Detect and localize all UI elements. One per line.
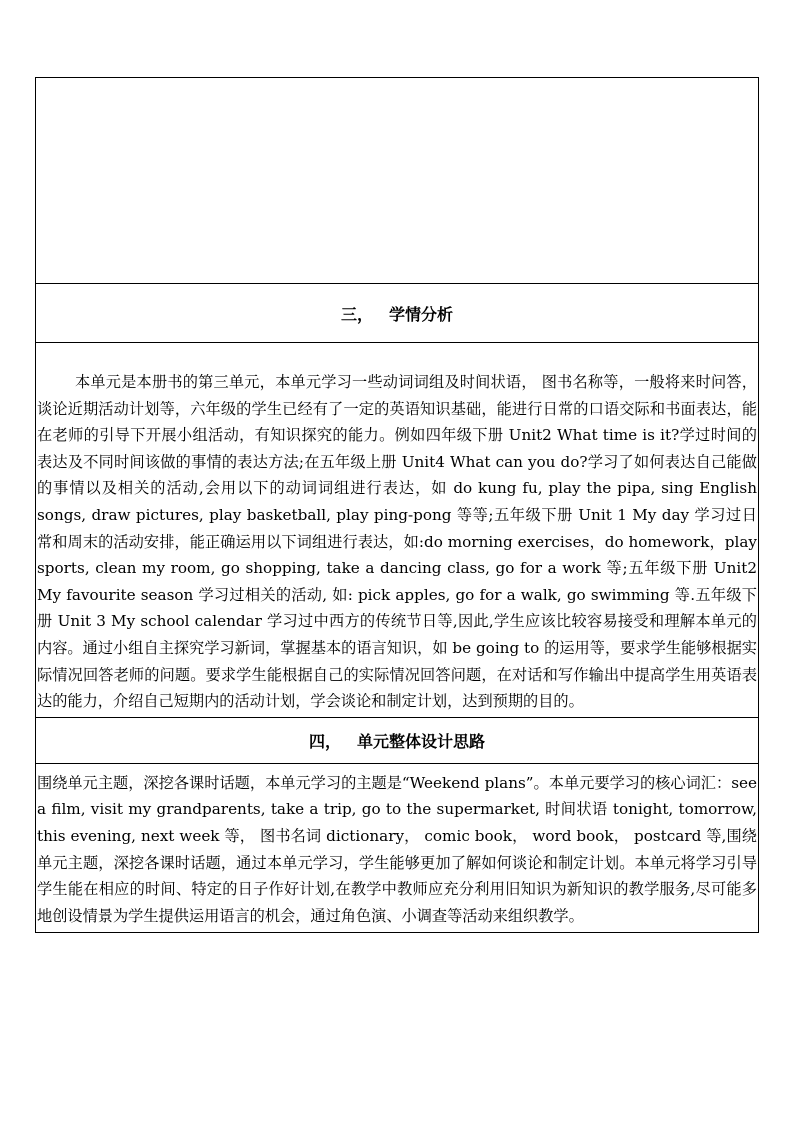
section-paragraph-4: 围绕单元主题，深挖各课时话题，本单元学习的主题是“Weekend plans”。本单元要学习的核心词汇：see a film, visit my grandparents, take a trip, go to the supermarket, 时间状语 tonight, tomorrow, this evening, next week 等， 图书名词 dictionary， comic book， word book， postcard 等,围绕单元主题，深挖各课时话题，通过本单元学习，学生能够更加了解如何谈论和制定计划。本单元将学习引导学生能在相应的时间、特定的日子作好计划,在教学中教师应充分利用旧知识为新知识的教学服务,尽可能多地创设情景为学生提供运用语言的机会，通过角色演、小调查等活动来组织教学。 [37,773,757,925]
section-title: 学情分析 [389,304,454,324]
section-heading-3 [36,284,758,343]
document-table [35,77,759,933]
section-number: 三， [340,304,373,324]
section-title: 单元整体设计思路 [357,731,486,751]
empty-cell [36,78,758,284]
section-number: 四， [308,731,341,751]
section-heading-4 [36,718,758,764]
section-paragraph-3: 本单元是本册书的第三单元，本单元学习一些动词词组及时间状语， 图书名称等，一般将来时问答，谈论近期活动计划等，六年级的学生已经有了一定的英语知识基础，能进行日常的口语交际和书面表达，能在老师的引导下开展小组活动，有知识探究的能力。例如四年级下册 Unit2 What time is it?学过时间的表达及不同时间该做的事情的表达方法;在五年级上册 Unit4 What can you do?学习了如何表达自己能做的事情以及相关的活动,会用以下的动词词组进行表达，如 do kung fu, play the pipa, sing English songs, draw pictures, play basketball, play ping-pong 等等;五年级下册 Unit 1 My day 学习过日常和周末的活动安排，能正确运用以下词组进行表达，如:do morning exercises，do homework，play sports, clean my room, go shopping, take a dancing class, go for a work 等;五年级下册 Unit2 My favourite season 学习过相关的活动, 如: pick apples, go for a walk, go swimming 等.五年级下册 Unit 3 My school calendar 学习过中西方的传统节日等,因此,学生应该比较容易接受和理解本单元的内容。通过小组自主探究学习新词，掌握基本的语言知识，如 be going to 的运用等，要求学生能够根据实际情况回答老师的问题。要求学生能根据自己的实际情况回答问题，在对话和写作输出中提高学生用英语表达的能力，介绍自己短期内的活动计划，学会谈论和制定计划，达到预期的目的。 [36,343,758,718]
